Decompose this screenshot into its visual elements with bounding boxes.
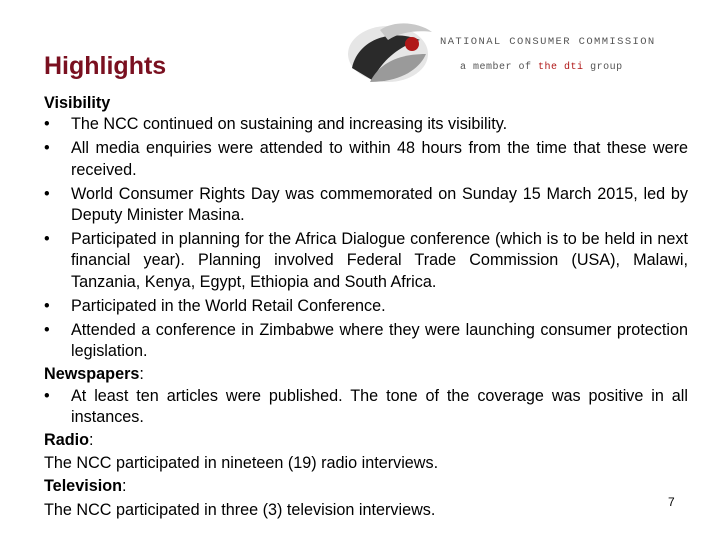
newspapers-heading-text: Newspapers xyxy=(44,365,140,384)
ncc-logo xyxy=(340,10,656,92)
visibility-list xyxy=(44,114,688,362)
television-heading: Television: xyxy=(44,477,127,496)
list-item: • World Consumer Rights Day was commemorated on Sunday 15 March 2015, led by Deputy Minister Masina. xyxy=(44,184,688,226)
list-item: • Attended a conference in Zimbabwe where they were launching consumer protection legislation. xyxy=(44,320,688,362)
newspapers-list xyxy=(44,386,688,428)
list-item: • Participated in planning for the Africa Dialogue conference (which is to be held in next financial year). Planning involved Federal Trade Commission (USA), Malawi, Tanzania, Kenya, Egypt, Ethiopia and South Africa. xyxy=(44,229,688,293)
list-item: • Participated in the World Retail Conference. xyxy=(44,296,688,317)
ncc-logo-mark-icon xyxy=(340,10,440,92)
tagline-prefix: a member of xyxy=(460,62,532,73)
page-number: 7 xyxy=(668,495,675,509)
tagline-brand: the dti xyxy=(538,62,584,73)
television-text: The NCC participated in three (3) television interviews. xyxy=(44,500,436,519)
list-item: • At least ten articles were published. The tone of the coverage was positive in all instances. xyxy=(44,386,688,428)
page-title: Highlights xyxy=(44,52,167,80)
tagline-suffix: group xyxy=(590,62,623,73)
list-item: • The NCC continued on sustaining and increasing its visibility. xyxy=(44,114,688,135)
radio-heading: Radio: xyxy=(44,431,94,450)
list-item: • All media enquiries were attended to within 48 hours from the time that these were received. xyxy=(44,138,688,180)
slide-body xyxy=(44,93,688,521)
newspapers-heading: Newspapers: xyxy=(44,365,144,384)
ncc-tagline xyxy=(460,62,623,73)
visibility-heading: Visibility xyxy=(44,94,111,112)
television-heading-text: Television xyxy=(44,477,122,496)
radio-heading-text: Radio xyxy=(44,431,89,450)
ncc-org-name: NATIONAL CONSUMER COMMISSION xyxy=(440,36,656,48)
radio-text: The NCC participated in nineteen (19) radio interviews. xyxy=(44,454,439,473)
